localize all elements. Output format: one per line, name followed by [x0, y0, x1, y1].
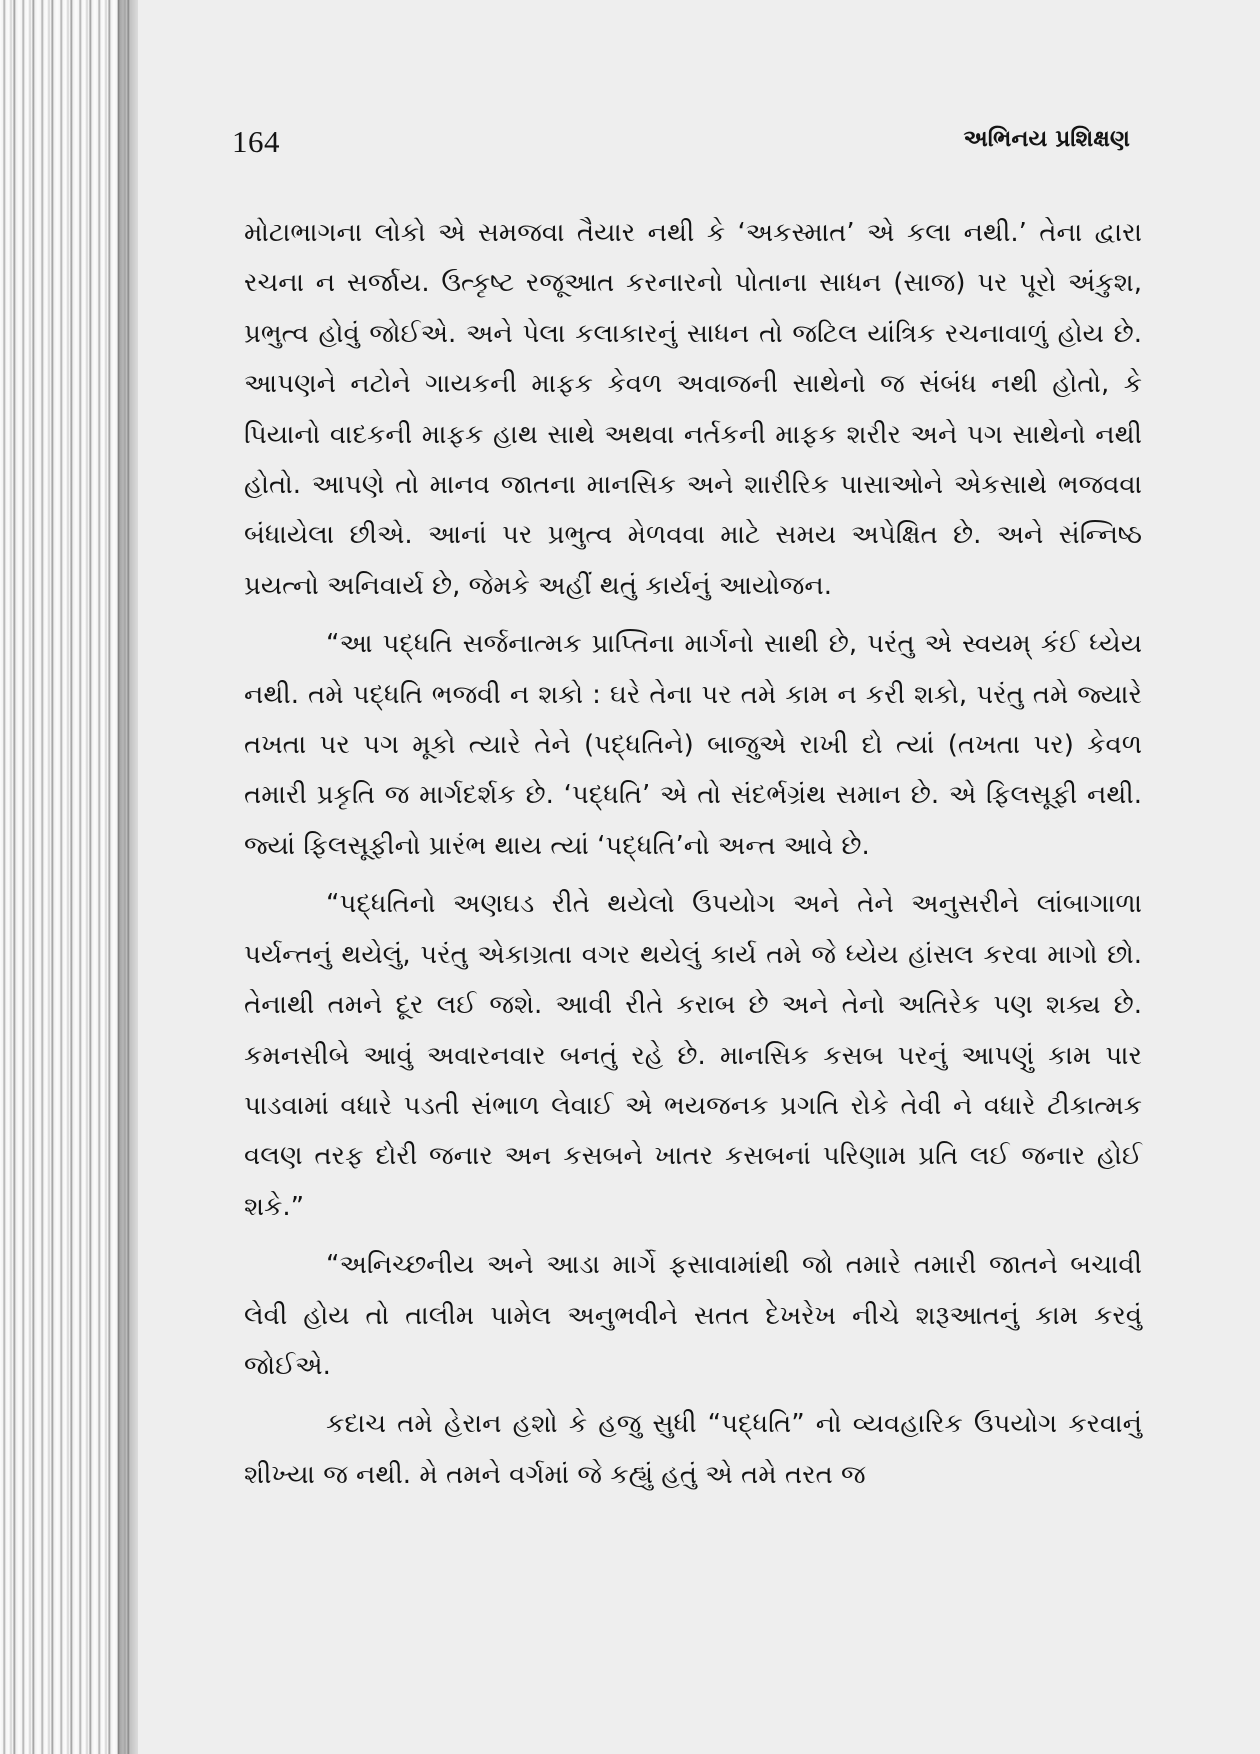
- body-text: [244, 208, 1142, 1500]
- page-header: [232, 118, 1130, 168]
- running-title: અભિનય પ્રશિક્ષણ: [963, 126, 1130, 152]
- page-number: 164: [232, 124, 280, 159]
- paragraph: “પદ્ધતિનો અણઘડ રીતે થયેલો ઉપયોગ અને તેને અનુસરીને લાંબાગાળા પર્યન્તનું થયેલું, પરંતુ એકાગ્રતા વગર થયેલું કાર્ય તમે જે ધ્યેય હાંસલ કરવા માગો છો. તેનાથી તમને દૂર લઈ જશે. આવી રીતે કરાબ છે અને તેનો અતિરેક પણ શક્ય છે. કમનસીબે આવું અવારનવાર બનતું રહે છે. માનસિક કસબ પરનું આપણું કામ પાર પાડવામાં વધારે પડતી સંભાળ લેવાઈ એ ભયજનક પ્રગતિ રોકે તેવી ને વધારે ટીકાત્મક વલણ તરફ દોરી જનાર અન કસબને ખાતર કસબનાં પરિણામ પ્રતિ લઈ જનાર હોઈ શકે.”: [244, 889, 1142, 1222]
- paragraph: “અનિચ્છનીય અને આડા માર્ગે ફસાવામાંથી જો તમારે તમારી જાતને બચાવી લેવી હોય તો તાલીમ પામેલ અનુભવીને સતત દેખરેખ નીચે શરૂઆતનું કામ કરવું જોઈએ.: [244, 1250, 1142, 1381]
- paragraph: “આ પદ્ધતિ સર્જનાત્મક પ્રાપ્તિના માર્ગનો સાથી છે, પરંતુ એ સ્વયમ્ કંઈ ધ્યેય નથી. તમે પદ્ધતિ ભજવી ન શકો : ઘરે તેના પર તમે કામ ન કરી શકો, પરંતુ તમે જ્યારે તખતા પર પગ મૂકો ત્યારે તેને (પદ્ધતિને) બાજુએ રાખી દો ત્યાં (તખતા પર) કેવળ તમારી પ્રકૃતિ જ માર્ગદર્શક છે. ‘પદ્ધતિ’ એ તો સંદર્ભગ્રંથ સમાન છે. એ ફિલસૂફી નથી. જ્યાં ફિલસૂફીનો પ્રારંભ થાય ત્યાં ‘પદ્ધતિ’નો અન્ત આવે છે.: [244, 629, 1142, 861]
- paragraph: કદાચ તમે હેરાન હશો કે હજુ સુધી “પદ્ધતિ” નો વ્યવહારિક ઉપયોગ કરવાનું શીખ્યા જ નથી. મે તમને વર્ગમાં જે કહ્યું હતું એ તમે તરત જ: [244, 1409, 1142, 1490]
- paragraph: મોટાભાગના લોકો એ સમજવા તૈયાર નથી કે ‘અકસ્માત’ એ કલા નથી.’ તેના દ્વારા રચના ન સર્જાય. ઉત્કૃષ્ટ રજૂઆત કરનારનો પોતાના સાધન (સાજ) પર પૂરો અંકુશ, પ્રભુત્વ હોવું જોઈએ. અને પેલા કલાકારનું સાધન તો જટિલ યાંત્રિક રચનાવાળું હોય છે. આપણને નટોને ગાયકની માફક કેવળ અવાજની સાથેનો જ સંબંધ નથી હોતો, કે પિયાનો વાદકની માફક હાથ સાથે અથવા નર્તકની માફક શરીર અને પગ સાથેનો નથી હોતો. આપણે તો માનવ જાતના માનસિક અને શારીરિક પાસાઓને એકસાથે ભજવવા બંધાયેલા છીએ. આનાં પર પ્રભુત્વ મેળવવા માટે સમય અપેક્ષિત છે. અને સંન્નિષ્ઠ પ્રયત્નો અનિવાર્ય છે, જેમકે અહીં થતું કાર્યનું આયોજન.: [244, 218, 1142, 601]
- book-page-edges: [0, 0, 130, 1754]
